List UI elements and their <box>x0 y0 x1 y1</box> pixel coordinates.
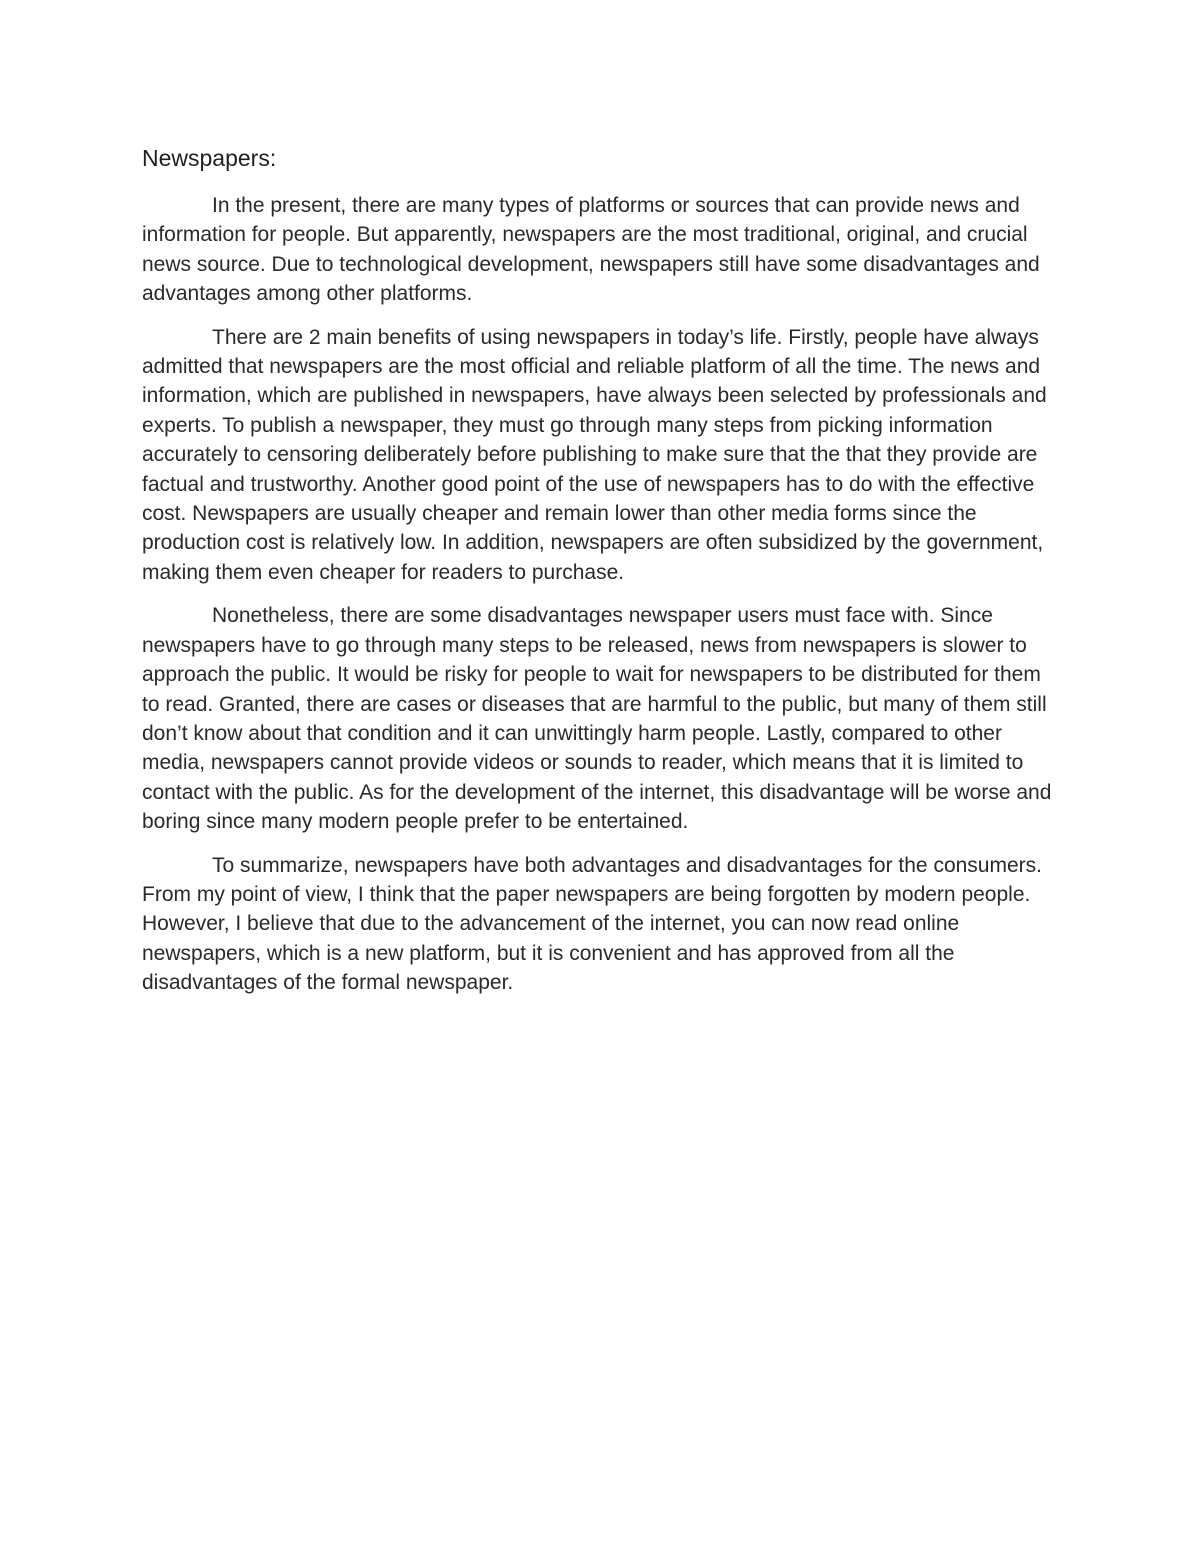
document-title: Newspapers: <box>142 145 277 171</box>
paragraph-benefits: There are 2 main benefits of using newspapers in today’s life. Firstly, people have always admitted that newspapers are the most official and reliable platform of all the time. The news and information, which are published in newspapers, have always been selected by professionals and experts. To publish a newspaper, they must go through many steps from picking information accurately to censoring deliberately before publishing to make sure that the that they provide are factual and trustworthy. Another good point of the use of newspapers has to do with the effective cost. Newspapers are usually cheaper and remain lower than other media forms since the production cost is relatively low. In addition, newspapers are often subsidized by the government, making them even cheaper for readers to purchase. <box>142 325 1047 584</box>
paragraph-disadvantages: Nonetheless, there are some disadvantages newspaper users must face with. Since newspapers have to go through many steps to be released, news from newspapers is slower to approach the public. It would be risky for people to wait for newspapers to be distributed for them to read. Granted, there are cases or diseases that are harmful to the public, but many of them still don’t know about that condition and it can unwittingly harm people. Lastly, compared to other media, newspapers cannot provide videos or sounds to reader, which means that it is limited to contact with the public. As for the development of the internet, this disadvantage will be worse and boring since many modern people prefer to be entertained. <box>142 604 1052 834</box>
paragraph-intro: In the present, there are many types of platforms or sources that can provide news and information for people. But apparently, newspapers are the most traditional, original, and crucial news source. Due to technological development, newspapers still have some disadvantages and advantages among other platforms. <box>142 194 1040 306</box>
document-body <box>142 143 1060 1012</box>
paragraph-summary: To summarize, newspapers have both advantages and disadvantages for the consumers. From my point of view, I think that the paper newspapers are being forgotten by modern people. However, I believe that due to the advancement of the internet, you can now read online newspapers, which is a new platform, but it is convenient and has approved from all the disadvantages of the formal newspaper. <box>142 853 1042 995</box>
